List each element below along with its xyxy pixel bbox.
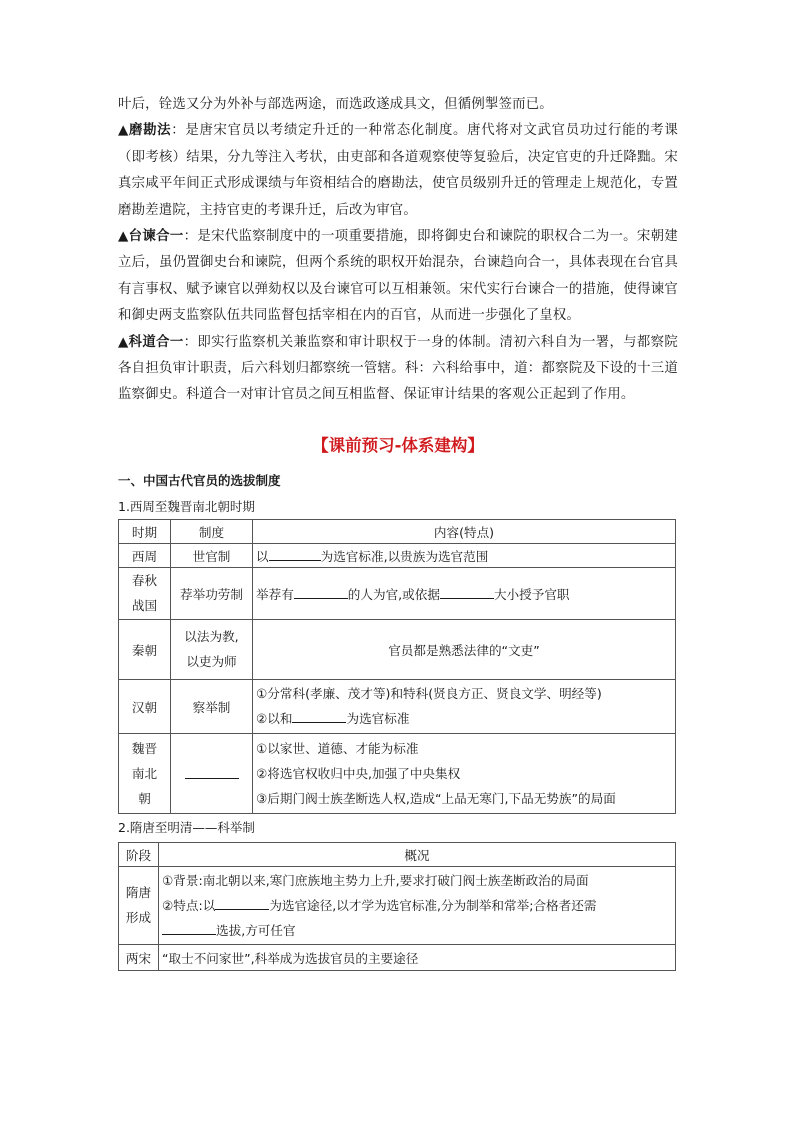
table-header-row xyxy=(119,842,676,866)
table-row xyxy=(119,679,676,733)
intro-paragraph: 叶后，铨选又分为外补与部选两途，而选政遂成具文，但循例掣签而已。 xyxy=(118,97,553,112)
header-period: 时期 xyxy=(119,519,171,543)
table-row xyxy=(119,619,676,679)
table-row xyxy=(119,567,676,619)
table-row xyxy=(119,733,676,813)
header-overview: 概况 xyxy=(159,842,676,866)
term-label: ▲磨勘法 xyxy=(118,123,172,139)
row-content: 以 为选官标准,以贵族为选官范围 xyxy=(253,543,676,567)
row-period: 秦朝 xyxy=(119,619,171,679)
table-header-row xyxy=(119,519,676,543)
fill-blank[interactable] xyxy=(215,895,269,910)
row-period: 西周 xyxy=(119,543,171,567)
row-system: 荐举功劳制 xyxy=(171,567,253,619)
row-system: 世官制 xyxy=(171,543,253,567)
header-system: 制度 xyxy=(171,519,253,543)
term-taijian: ▲台谏合一：是宋代监察制度中的一项重要措施，即将御史台和谏院的职权合二为一。宋朝建立后，虽仍置御史台和谏院，但两个系统的职权开始混杂，台谏趋向合一，具体表现在台官具有言事权、赋予谏官以弹劾权以及台谏官可以互相兼领。宋代实行台谏合一的措施，使得谏官和御史两支监察队伍共同监督包括宰相在内的百官，从而进一步强化了皇权。 xyxy=(118,229,679,324)
row-stage: 隋唐形成 xyxy=(119,866,159,944)
table-keju xyxy=(118,842,676,971)
row-period: 魏晋 南北 朝 xyxy=(119,733,171,813)
fill-blank[interactable] xyxy=(292,708,346,723)
fill-blank[interactable] xyxy=(269,546,321,561)
heading-selection-system: 一、中国古代官员的选拔制度 xyxy=(118,472,281,488)
table1-caption: 1.西周至魏晋南北朝时期 xyxy=(118,498,255,514)
row-period: 春秋战国 xyxy=(119,567,171,619)
table2-caption: 2.隋唐至明清——科举制 xyxy=(118,819,255,835)
table-zhou-to-nanbei xyxy=(118,519,676,814)
fill-blank[interactable] xyxy=(185,764,239,779)
term-mokan: ▲磨勘法：是唐宋官员以考绩定升迁的一种常态化制度。唐代将对文武官员功过行能的考课（即考核）结果，分九等注入考状，由吏部和各道观察使等复验后，决定官吏的升迁降黜。宋真宗咸平年间正式形成课绩与年资相结合的磨勘法，使官员级别升迁的管理走上规范化，专置磨勘差遣院，主持官吏的考课升迁，后改为审官。 xyxy=(118,123,678,218)
row-content: 举荐有 的人为官,或依据 大小授予官职 xyxy=(253,567,676,619)
row-system: 察举制 xyxy=(171,679,253,733)
fill-blank[interactable] xyxy=(440,584,494,599)
header-content: 内容(特点) xyxy=(253,519,676,543)
header-stage: 阶段 xyxy=(119,842,159,866)
row-content: 官员都是熟悉法律的“文吏” xyxy=(253,619,676,679)
row-content: ①以家世、道德、才能为标准 ②将选官权收归中央,加强了中央集权 ③后期门阀士族垄断选人权,造成“上品无寒门,下品无势族”的局面 xyxy=(253,733,676,813)
row-content: ①分常科(孝廉、茂才等)和特科(贤良方正、贤良文学、明经等) ②以和 为选官标准 xyxy=(253,679,676,733)
table-row xyxy=(119,944,676,970)
row-system: 以法为教, 以吏为师 xyxy=(171,619,253,679)
row-overview: ①背景:南北朝以来,寒门庶族地主势力上升,要求打破门阀士族垄断政治的局面 ②特点:以 为选官途径,以才学为选官标准,分为制举和常举;合格者还需 选拔,方可任官 xyxy=(159,866,676,944)
term-label: ▲科道合一 xyxy=(118,334,184,350)
row-period: 汉朝 xyxy=(119,679,171,733)
table-row xyxy=(119,543,676,567)
row-stage: 两宋 xyxy=(119,944,159,970)
document-page xyxy=(118,92,678,971)
table-row xyxy=(119,866,676,944)
term-label: ▲台谏合一 xyxy=(118,229,184,245)
section-title: 【课前预习-体系建构】 xyxy=(312,435,484,455)
row-overview: “取士不问家世”,科举成为选拔官员的主要途径 xyxy=(159,944,676,970)
row-system xyxy=(171,733,253,813)
fill-blank[interactable] xyxy=(294,584,348,599)
term-kedao: ▲科道合一：即实行监察机关兼监察和审计职权于一身的体制。清初六科自为一署，与都察院各自担负审计职责，后六科划归都察统一管辖。科：六科给事中，道：都察院及下设的十三道监察御史。科道合一对审计官员之间互相监督、保证审计结果的客观公正起到了作用。 xyxy=(118,334,679,403)
fill-blank[interactable] xyxy=(162,920,216,935)
